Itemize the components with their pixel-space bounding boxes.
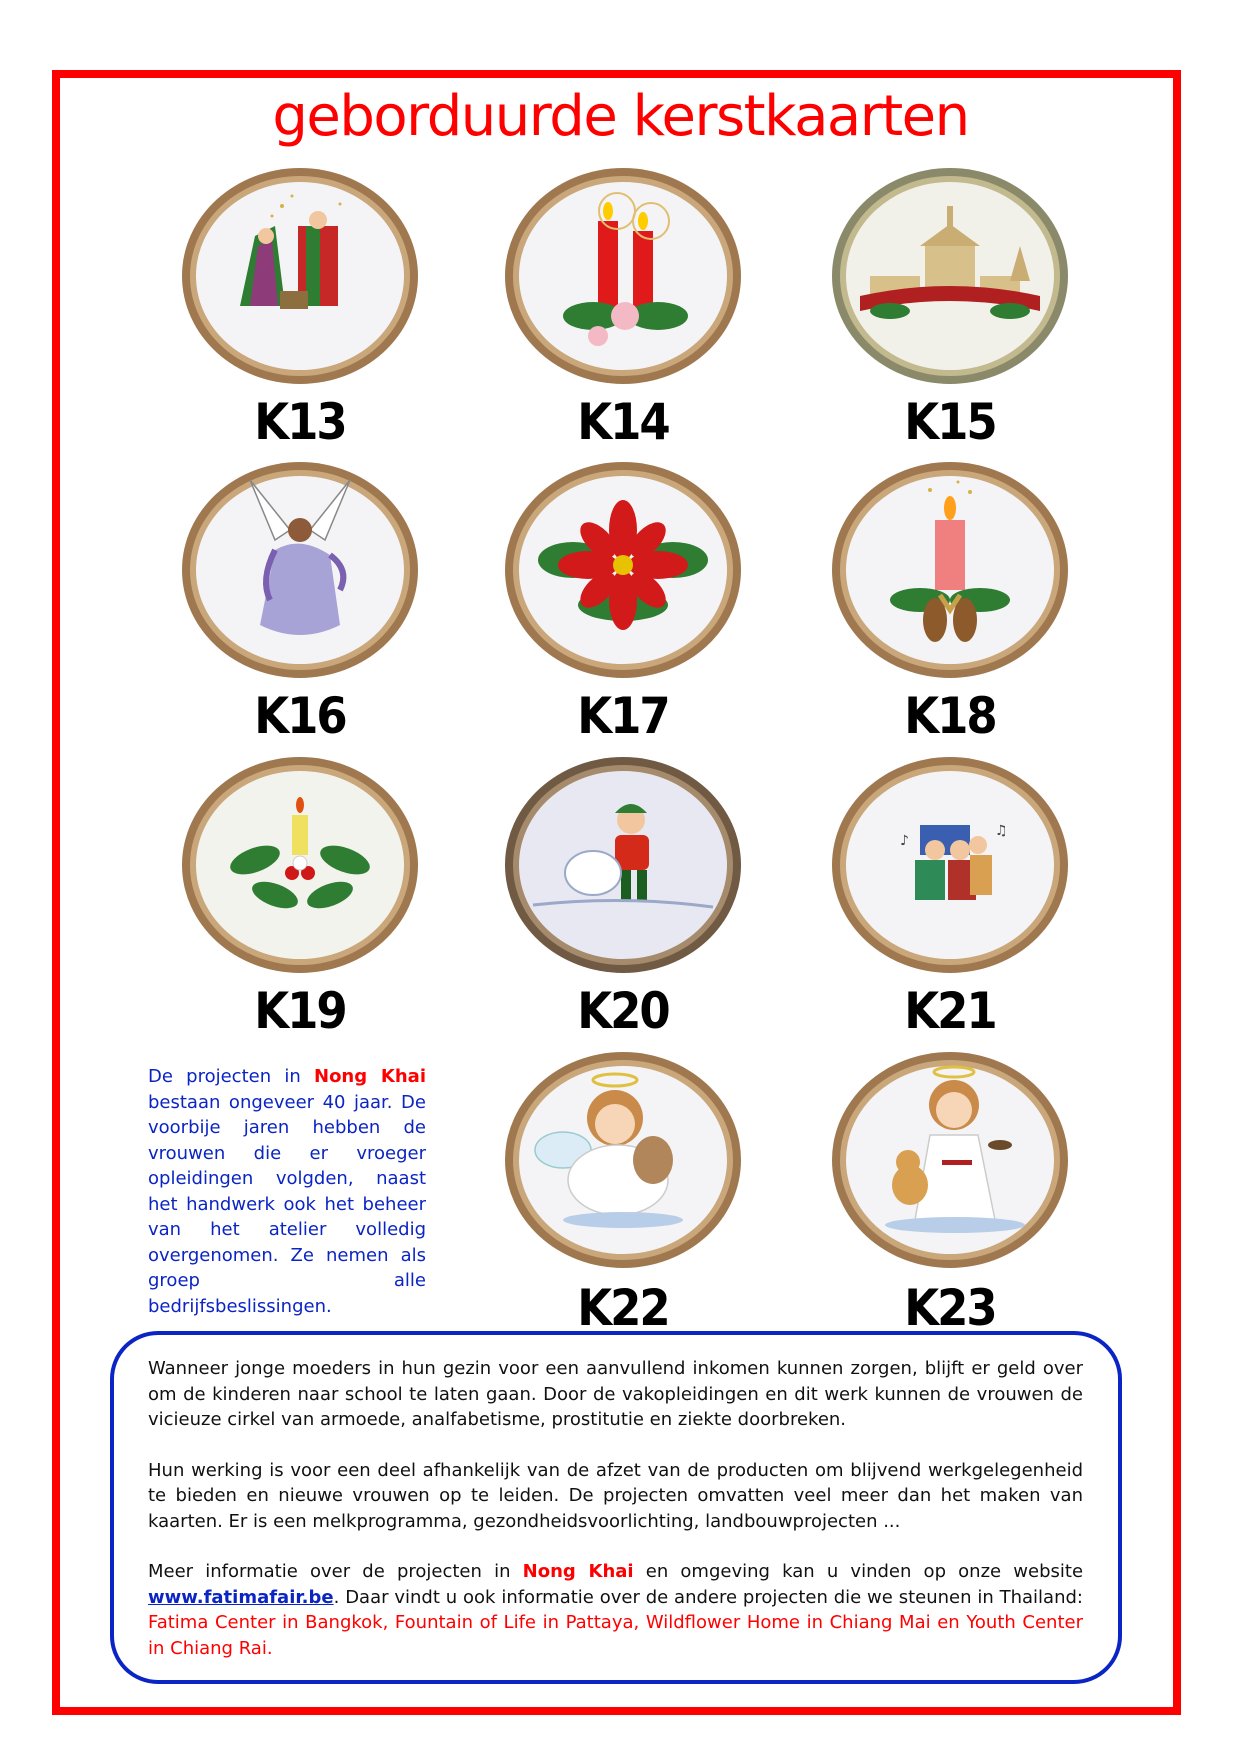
carolers-embroidery-image [830, 755, 1070, 975]
other-projects-list: Fatima Center in Bangkok, Fountain of Life in Pattaya, Wildflower Home in Chiang Mai en Youth Center in Chiang Rai. [148, 1612, 1083, 1659]
info-p3-text-b: en omgeving kan u vinden op onze website [633, 1561, 1084, 1582]
card-code: K19 [254, 982, 346, 1040]
card-k13 [180, 166, 420, 386]
nativity-embroidery-image [180, 166, 420, 386]
card-k21 [830, 755, 1070, 975]
card-k14 [503, 166, 743, 386]
card-code: K13 [254, 393, 346, 451]
svg-text:♪: ♪ [900, 833, 909, 849]
poinsettia-embroidery-image [503, 460, 743, 680]
website-link[interactable]: www.fatimafair.be [148, 1586, 334, 1608]
church-embroidery-image [830, 166, 1070, 386]
card-k22 [503, 1050, 743, 1270]
intro-text-a: De projecten in [148, 1066, 314, 1087]
candle-holly-embroidery-image [180, 755, 420, 975]
card-code: K21 [904, 982, 996, 1040]
info-p3-text-a: Meer informatie over de projecten in [148, 1561, 523, 1582]
info-paragraph-2: Hun werking is voor een deel afhankelijk van de afzet van de producten om blijvend werkgelegenheid te bieden en nieuwe vrouwen op te leiden. De projecten omvatten veel meer dan het maken van kaarten. Er is een melkprogramma, gezondheidsvoorlichting, landbouwprojecten ... [148, 1459, 1083, 1532]
page-title: geborduurde kerstkaarten [272, 84, 969, 149]
info-p3-text-c: . Daar vindt u ook informatie over de andere projecten die we steunen in Thailand: [333, 1586, 1083, 1608]
intro-text-b: bestaan ongeveer 40 jaar. De voorbije jaren hebben de vrouwen die er vroeger opleidingen volgden, naast het handwerk ook het beheer van het atelier volledig overgenomen. Ze nemen als groep alle bedrijfsbeslissingen. [148, 1091, 426, 1317]
svg-text:♫: ♫ [995, 823, 1008, 839]
child-snowball-embroidery-image [503, 755, 743, 975]
card-code: K18 [904, 687, 996, 745]
angel-embroidery-image [180, 460, 420, 680]
card-k17 [503, 460, 743, 680]
candle-embroidery-image [830, 460, 1070, 680]
nong-khai-highlight: Nong Khai [314, 1066, 426, 1087]
card-k15 [830, 166, 1070, 386]
angel-cat-embroidery-image [830, 1050, 1070, 1270]
card-code: K16 [254, 687, 346, 745]
candles-embroidery-image [503, 166, 743, 386]
info-paragraph-3 [148, 1559, 1083, 1661]
card-code: K17 [577, 687, 669, 745]
card-k18 [830, 460, 1070, 680]
card-code: K14 [577, 393, 669, 451]
card-k23 [830, 1050, 1070, 1270]
card-code: K23 [904, 1279, 996, 1337]
card-code: K22 [577, 1279, 669, 1337]
card-k16 [180, 460, 420, 680]
nong-khai-highlight: Nong Khai [522, 1561, 634, 1582]
card-code: K20 [577, 982, 669, 1040]
card-k20 [503, 755, 743, 975]
projects-intro-text [148, 1064, 426, 1319]
card-k19 [180, 755, 420, 975]
angel-teddy-embroidery-image [503, 1050, 743, 1270]
card-code: K15 [904, 393, 996, 451]
info-text [148, 1356, 1083, 1686]
info-paragraph-1: Wanneer jonge moeders in hun gezin voor een aanvullend inkomen kunnen zorgen, blijft er geld over om de kinderen naar school te laten gaan. Door de vakopleidingen en dit werk kunnen de vrouwen de vicieuze cirkel van armoede, analfabetisme, prostitutie en ziekte doorbreken. [148, 1358, 1083, 1430]
